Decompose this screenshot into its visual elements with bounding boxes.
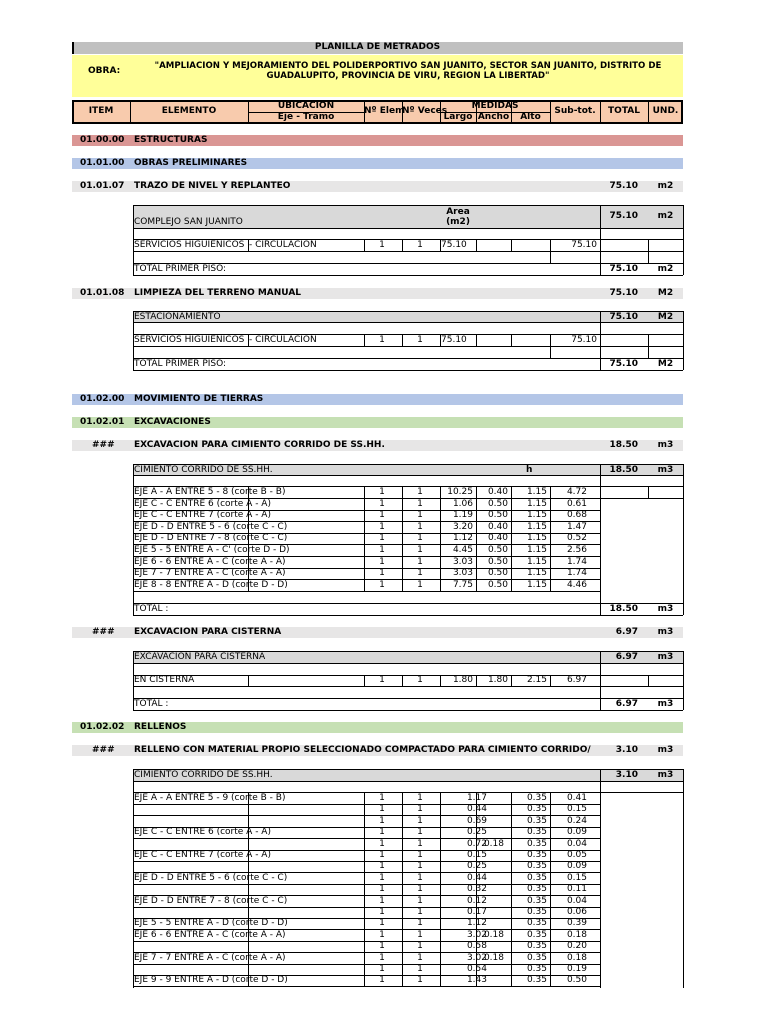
grid-line	[248, 861, 249, 872]
table5-row-cell: 0.35	[526, 815, 547, 826]
table4-row-cell: EN CISTERNA	[134, 675, 195, 685]
table5-row-cell: 0.35	[526, 793, 547, 803]
item-excavacion-cimiento-und: m3	[657, 440, 674, 450]
table4-row-cell: 6.97	[566, 675, 587, 685]
table5-row-cell: 0.15	[466, 850, 487, 860]
table3-row-cell: 1.74	[566, 568, 587, 579]
table3-row-cell: EJE 8 - 8 ENTRE A - D (corte D - D)	[134, 579, 288, 590]
table3-row-cell: EJE A - A ENTRE 5 - 8 (corte B - B)	[134, 487, 286, 497]
table5-row-cell: 1	[417, 907, 423, 917]
table5-row-cell: 0.04	[566, 895, 587, 906]
table5-row-cell: 0.35	[526, 975, 547, 986]
grid-line	[683, 205, 684, 275]
table3-row-cell: 0.40	[487, 521, 508, 532]
table5-row-cell: 1	[379, 941, 385, 952]
table1-row-cell: 1	[417, 240, 423, 250]
table5-row-cell: 0.35	[526, 838, 547, 849]
table5-row-cell: 0.25	[466, 861, 487, 872]
table3-row-cell: EJE C - C ENTRE 7 (corte A - A)	[134, 510, 271, 521]
section-rellenos-name: RELLENOS	[134, 722, 187, 732]
table2-head: ESTACIONAMIENTO	[134, 312, 221, 322]
table3-row-cell: 1	[417, 545, 423, 555]
table5-row-cell: 0.11	[566, 884, 587, 895]
table3-row-cell: 0.50	[487, 545, 508, 555]
table3-row-cell: 1.15	[526, 521, 547, 532]
table5-row-cell: 1	[417, 850, 423, 860]
table1-row-cell: 1	[379, 240, 385, 250]
item-excavacion-cimiento-total: 18.50	[609, 440, 638, 450]
grid-line	[248, 816, 249, 827]
table3-head: CIMIENTO CORRIDO DE SS.HH.	[134, 465, 273, 475]
grid-line	[683, 769, 684, 988]
table3-row-cell: 1	[379, 556, 385, 567]
table5-row-cell: 1	[417, 793, 423, 803]
table5-row-cell: 1	[417, 895, 423, 906]
table4-row-cell: 1	[379, 675, 385, 685]
obra-label: OBRA:	[88, 66, 121, 76]
table5-row-cell: 0.09	[566, 827, 587, 838]
table5-row-cell: 0.17	[466, 907, 487, 917]
table5-row-cell: 0.15	[566, 872, 587, 883]
obra-text-2: GUADALUPITO, PROVINCIA DE VIRU, REGION LA LIBERTAD"	[266, 71, 550, 81]
header-item: ITEM	[88, 106, 114, 116]
header-divider	[248, 112, 364, 113]
table5-row-cell: 0.35	[526, 952, 547, 963]
header-n-elem: Nº Elem	[364, 106, 405, 116]
table5-row-cell: 1	[379, 929, 385, 940]
grid-line	[648, 486, 649, 498]
item-relleno-name: RELLENO CON MATERIAL PROPIO SELECCIONADO COMPACTADO PARA CIMIENTO CORRIDO/	[134, 745, 591, 755]
grid-line	[511, 334, 512, 346]
section-excavaciones-code: 01.02.01	[80, 417, 125, 427]
table2-total: 75.10	[609, 312, 638, 322]
table5-row-cell: 0.35	[526, 907, 547, 917]
table5-row-cell: 1.43	[466, 975, 487, 986]
table3-row-cell: 0.40	[487, 487, 508, 497]
item-trazo-name: TRAZO DE NIVEL Y REPLANTEO	[134, 181, 291, 191]
table5-row-cell: EJE C - C ENTRE 7 (corte A - A)	[134, 850, 271, 860]
table1-row-cell: SERVICIOS HIGUIENICOS	[134, 240, 245, 250]
table3-row-cell: 1	[417, 487, 423, 497]
table5-row-cell: 1	[379, 884, 385, 895]
grid-line	[133, 275, 683, 276]
table5-row-cell: 1	[417, 952, 423, 963]
grid-line	[648, 346, 649, 358]
table3-row-cell: 1	[417, 556, 423, 567]
grid-line	[248, 675, 249, 686]
table3-row-cell: 3.20	[452, 521, 473, 532]
table3-row-cell: 4.45	[452, 545, 473, 555]
table5-row-cell: 0.09	[566, 861, 587, 872]
table4-head: EXCAVACION PARA CISTERNA	[134, 652, 266, 662]
item-excavacion-cimiento-code: ###	[92, 440, 115, 450]
table3-und: m3	[657, 465, 674, 475]
table4-foot-total: 6.97	[615, 699, 638, 709]
header-ubicacion: UBICACION	[277, 101, 335, 111]
table5-row-cell: 1	[379, 804, 385, 815]
table3-row-cell: 1	[417, 498, 423, 509]
table5-row-cell: 0.44	[466, 804, 487, 815]
section-excavaciones-name: EXCAVACIONES	[134, 417, 211, 427]
table5-row-cell: 0.04	[566, 838, 587, 849]
table5-row-cell: 1	[379, 952, 385, 963]
table5-row-cell: 1	[417, 804, 423, 815]
table5-row-cell: 0.35	[526, 895, 547, 906]
table5-row-cell: 0.35	[526, 884, 547, 895]
table5-row-cell: 1	[417, 815, 423, 826]
table5-row-cell: 0.32	[466, 884, 487, 895]
grid-line	[683, 311, 684, 370]
section-movimiento-tierras-name: MOVIMIENTO DE TIERRAS	[134, 394, 264, 404]
table5-row-cell: 1	[379, 861, 385, 872]
obra-text-1: "AMPLIACION Y MEJORAMIENTO DEL POLIDERPORTIVO SAN JUANITO, SECTOR SAN JUANITO, DISTRITO DE	[154, 61, 662, 71]
item-trazo-und: m2	[657, 181, 674, 191]
table5-row-cell: 1	[379, 975, 385, 986]
grid-line	[648, 251, 649, 263]
table3-row-cell: EJE D - D ENTRE 5 - 6 (corte C - C)	[134, 521, 288, 532]
table3-row-cell: 1.15	[526, 545, 547, 555]
table5-row-cell: 0.35	[526, 941, 547, 952]
table4-foot: TOTAL :	[134, 699, 169, 709]
table5-row-cell: EJE D - D ENTRE 7 - 8 (corte C - C)	[134, 895, 288, 906]
grid-line	[683, 651, 684, 710]
table4-row-cell: 1.80	[487, 675, 508, 685]
table5-row-cell: 1	[379, 793, 385, 803]
table3-row-cell: 1	[379, 568, 385, 579]
header-largo: Largo	[443, 112, 473, 122]
table3-row-cell: EJE C - C ENTRE 6 (corte A - A)	[134, 498, 271, 509]
table3-row-cell: 1	[379, 545, 385, 555]
grid-line	[600, 498, 683, 499]
table5-row-cell: 1	[379, 964, 385, 974]
table5-row-cell: 0.35	[526, 964, 547, 974]
table2-row-cell: 75.10	[571, 335, 597, 345]
table2-row-cell: SERVICIOS HIGUIENICOS	[134, 335, 245, 345]
table5-row-cell: 0.12	[466, 895, 487, 906]
section-movimiento-tierras-code: 01.02.00	[80, 394, 125, 404]
section-estructuras-name: ESTRUCTURAS	[134, 135, 208, 145]
table5-row-cell: 3.02	[466, 929, 487, 940]
item-relleno-total: 3.10	[615, 745, 638, 755]
table1-foot-und: m2	[657, 264, 674, 274]
header-subtot: Sub-tot.	[554, 106, 596, 116]
table3-row-cell: 1	[379, 498, 385, 509]
table1-row-cell: 75.10	[571, 240, 597, 250]
table3-row-cell: 0.50	[487, 568, 508, 579]
table5-row-cell: 0.39	[566, 918, 587, 929]
table3-row-cell: 1.15	[526, 556, 547, 567]
table3-row-cell: 1.06	[452, 498, 473, 509]
table2-und: M2	[657, 312, 674, 322]
table5-row-cell: 1	[417, 838, 423, 849]
header-und: UND.	[652, 106, 679, 116]
table5-row-cell: 0.35	[526, 918, 547, 929]
table3-row-cell: 2.56	[566, 545, 587, 555]
grid-line	[648, 239, 649, 251]
table3-row-cell: 0.40	[487, 533, 508, 544]
grid-line	[248, 884, 249, 895]
table5-row-cell: 1	[417, 975, 423, 986]
table5-row-cell: 0.24	[566, 815, 587, 826]
table5-row-cell: 1	[379, 838, 385, 849]
table3-row-cell: 1	[379, 533, 385, 544]
grid-line	[133, 591, 600, 592]
header-medidas: MEDIDAS	[471, 101, 519, 111]
item-excavacion-cimiento-name: EXCAVACION PARA CIMIENTO CORRIDO DE SS.HH.	[134, 440, 385, 450]
table5-row-cell: 0.69	[466, 815, 487, 826]
table2-row-cell: - CIRCULACION	[249, 335, 317, 345]
table3-row-cell: 1	[417, 533, 423, 544]
grid-line	[683, 464, 684, 615]
table5-row-cell: 0.35	[526, 929, 547, 940]
table3-row-cell: 1.15	[526, 579, 547, 590]
grid-line	[248, 907, 249, 918]
table1-foot-total: 75.10	[609, 264, 638, 274]
table2-row-cell: 1	[379, 335, 385, 345]
table3-foot-total: 18.50	[609, 604, 638, 614]
table5-row-cell: 0.15	[566, 804, 587, 815]
item-limpieza-name: LIMPIEZA DEL TERRENO MANUAL	[134, 288, 302, 298]
table5-row-cell: 0.20	[566, 941, 587, 952]
table3-row-cell: 3.03	[452, 556, 473, 567]
table3-row-cell: 1	[417, 510, 423, 521]
table3-row-cell: 1.15	[526, 498, 547, 509]
table3-row-cell: 0.50	[487, 510, 508, 521]
grid-line	[133, 986, 600, 987]
grid-line	[648, 675, 649, 686]
grid-line	[511, 239, 512, 251]
item-excavacion-cisterna-und: m3	[657, 627, 674, 637]
table4-row-cell: 1	[417, 675, 423, 685]
table3-row-cell: 0.52	[566, 533, 587, 544]
table5-row-cell: 0.41	[566, 793, 587, 803]
item-relleno-und: m3	[657, 745, 674, 755]
table5-row-cell: 1	[379, 907, 385, 917]
table3-foot: TOTAL :	[134, 604, 169, 614]
table5-row-cell: 0.50	[566, 975, 587, 986]
table3-row-cell: 1.19	[452, 510, 473, 521]
table1-foot: TOTAL PRIMER PISO:	[134, 264, 227, 274]
table3-row-cell: 10.25	[447, 487, 473, 497]
table5-row-cell: 1	[417, 941, 423, 952]
table3-row-cell: 1.12	[452, 533, 473, 544]
header-n-veces: Nº Veces	[402, 106, 448, 116]
grid-line	[248, 804, 249, 815]
item-trazo-code: 01.01.07	[80, 181, 125, 191]
table5-row-cell: EJE C - C ENTRE 6 (corte A - A)	[134, 827, 271, 838]
table5-row-cell: 0.18	[566, 952, 587, 963]
table5-row-cell: EJE D - D ENTRE 5 - 6 (corte C - C)	[134, 872, 288, 883]
table5-row-cell: EJE 5 - 5 ENTRE A - D (corte D - D)	[134, 918, 288, 929]
table5-row-cell: EJE 7 - 7 ENTRE A - C (corte A - A)	[134, 952, 286, 963]
grid-line	[133, 710, 683, 711]
table5-row-cell: 1	[379, 850, 385, 860]
grid-line	[550, 251, 551, 263]
table5-row-cell: 0.35	[526, 804, 547, 815]
table1-area-unit: (m2)	[446, 217, 470, 227]
table3-row-cell: 1	[379, 487, 385, 497]
grid-line	[133, 370, 683, 371]
grid-line	[133, 615, 683, 616]
table3-row-cell: 4.72	[566, 487, 587, 497]
section-obras-preliminares-code: 01.01.00	[80, 158, 125, 168]
grid-line	[248, 964, 249, 975]
header-ancho: Ancho	[477, 112, 510, 122]
table3-total: 18.50	[609, 465, 638, 475]
table3-row-cell: 3.03	[452, 568, 473, 579]
table3-foot-und: m3	[657, 604, 674, 614]
table5-row-cell: 1	[379, 872, 385, 883]
table3-row-cell: EJE 7 - 7 ENTRE A - C (corte A - A)	[134, 568, 286, 579]
table3-row-cell: 7.75	[452, 579, 473, 590]
table3-row-cell: 1	[379, 579, 385, 590]
grid-line	[648, 334, 649, 346]
table5-row-cell: 0.18	[566, 929, 587, 940]
table3-row-cell: EJE D - D ENTRE 7 - 8 (corte C - C)	[134, 533, 288, 544]
grid-line	[248, 839, 249, 850]
table1-row-cell: - CIRCULACION	[249, 240, 317, 250]
table5-row-cell: 1	[417, 929, 423, 940]
table5-row-cell: 1	[379, 918, 385, 929]
header-eje-tramo: Eje - Tramo	[277, 112, 335, 122]
table1-head: COMPLEJO SAN JUANITO	[134, 217, 243, 227]
table5-row-cell: 0.18	[483, 929, 504, 940]
page-title: PLANILLA DE METRADOS	[314, 42, 441, 52]
table5-total: 3.10	[615, 770, 638, 780]
grid-line	[600, 769, 601, 988]
table5-row-cell: 0.35	[526, 872, 547, 883]
table5-row-cell: 0.18	[483, 952, 504, 963]
table5-row-cell: 0.19	[566, 964, 587, 974]
table4-und: m3	[657, 652, 674, 662]
table5-row-cell: 1	[417, 861, 423, 872]
header-elemento: ELEMENTO	[161, 106, 217, 116]
table3-row-cell: 1	[417, 579, 423, 590]
grid-line	[600, 464, 601, 615]
table5-row-cell: 1	[379, 827, 385, 838]
table5-row-cell: 1	[417, 884, 423, 895]
table3-row-cell: 0.50	[487, 498, 508, 509]
table3-row-cell: EJE 6 - 6 ENTRE A - C (corte A - A)	[134, 556, 286, 567]
header-total: TOTAL	[608, 106, 640, 116]
grid-line	[550, 346, 551, 358]
table4-foot-und: m3	[657, 699, 674, 709]
table1-row-cell: 75.10	[441, 240, 467, 250]
table5-head: CIMIENTO CORRIDO DE SS.HH.	[134, 770, 273, 780]
table3-row-cell: 0.50	[487, 556, 508, 567]
table2-foot: TOTAL PRIMER PISO:	[134, 359, 227, 369]
table4-row-cell: 2.15	[526, 675, 547, 685]
table3-row-cell: 0.68	[566, 510, 587, 521]
table4-total: 6.97	[615, 652, 638, 662]
table5-row-cell: 1	[379, 815, 385, 826]
table5-row-cell: 0.44	[466, 872, 487, 883]
table3-h: h	[526, 465, 533, 475]
table5-row-cell: 0.72	[466, 838, 487, 849]
table5-row-cell: 0.35	[526, 827, 547, 838]
table5-row-cell: 1	[417, 918, 423, 929]
table5-row-cell: 1	[379, 895, 385, 906]
table2-row-cell: 1	[417, 335, 423, 345]
table5-row-cell: 0.58	[466, 941, 487, 952]
table3-row-cell: 1	[417, 568, 423, 579]
table1-total: 75.10	[609, 211, 638, 221]
header-alto: Alto	[520, 112, 541, 122]
item-limpieza-total: 75.10	[609, 288, 638, 298]
table5-row-cell: 1.12	[466, 918, 487, 929]
table5-row-cell: 1.17	[466, 793, 487, 803]
table5-row-cell: EJE A - A ENTRE 5 - 9 (corte B - B)	[134, 793, 286, 803]
table5-row-cell: 0.54	[466, 964, 487, 974]
table3-row-cell: 1.15	[526, 487, 547, 497]
table3-row-cell: 0.61	[566, 498, 587, 509]
table2-row-cell: 75.10	[441, 335, 467, 345]
item-limpieza-code: 01.01.08	[80, 288, 125, 298]
item-excavacion-cisterna-code: ###	[92, 627, 115, 637]
table3-row-cell: 1.74	[566, 556, 587, 567]
table5-row-cell: EJE 6 - 6 ENTRE A - C (corte A - A)	[134, 929, 286, 940]
table2-foot-total: 75.10	[609, 359, 638, 369]
table5-row-cell: 1	[417, 872, 423, 883]
table3-row-cell: 1	[379, 510, 385, 521]
table1-und: m2	[657, 211, 674, 221]
section-estructuras-code: 01.00.00	[80, 135, 125, 145]
item-relleno-code: ###	[92, 745, 115, 755]
table5-row-cell: 0.25	[466, 827, 487, 838]
table5-row-cell: 0.35	[526, 861, 547, 872]
table3-row-cell: 1.15	[526, 533, 547, 544]
item-trazo-total: 75.10	[609, 181, 638, 191]
table1-area: Area	[446, 207, 470, 217]
table5-row-cell: EJE 9 - 9 ENTRE A - D (corte D - D)	[134, 975, 288, 986]
table4-row-cell: 1.80	[452, 675, 473, 685]
table3-row-cell: 4.46	[566, 579, 587, 590]
table3-row-cell: EJE 5 - 5 ENTRE A - C' (corte D - D)	[134, 545, 290, 555]
table3-row-cell: 0.50	[487, 579, 508, 590]
table3-row-cell: 1.15	[526, 568, 547, 579]
grid-line	[248, 941, 249, 952]
table5-row-cell: 1	[417, 964, 423, 974]
table2-foot-und: M2	[657, 359, 674, 369]
item-excavacion-cisterna-name: EXCAVACION PARA CISTERNA	[134, 627, 282, 637]
table5-und: m3	[657, 770, 674, 780]
section-rellenos-code: 01.02.02	[80, 722, 125, 732]
table5-row-cell: 1	[417, 827, 423, 838]
table5-row-cell: 3.02	[466, 952, 487, 963]
table3-row-cell: 1.15	[526, 510, 547, 521]
table3-row-cell: 1	[417, 521, 423, 532]
item-excavacion-cisterna-total: 6.97	[615, 627, 638, 637]
table5-row-cell: 0.06	[566, 907, 587, 917]
table5-row-cell: 0.05	[566, 850, 587, 860]
table5-row-cell: 0.35	[526, 850, 547, 860]
table3-row-cell: 1.47	[566, 521, 587, 532]
table5-row-cell: 0.18	[483, 838, 504, 849]
item-limpieza-und: M2	[657, 288, 674, 298]
table3-row-cell: 1	[379, 521, 385, 532]
section-obras-preliminares-name: OBRAS PRELIMINARES	[134, 158, 248, 168]
